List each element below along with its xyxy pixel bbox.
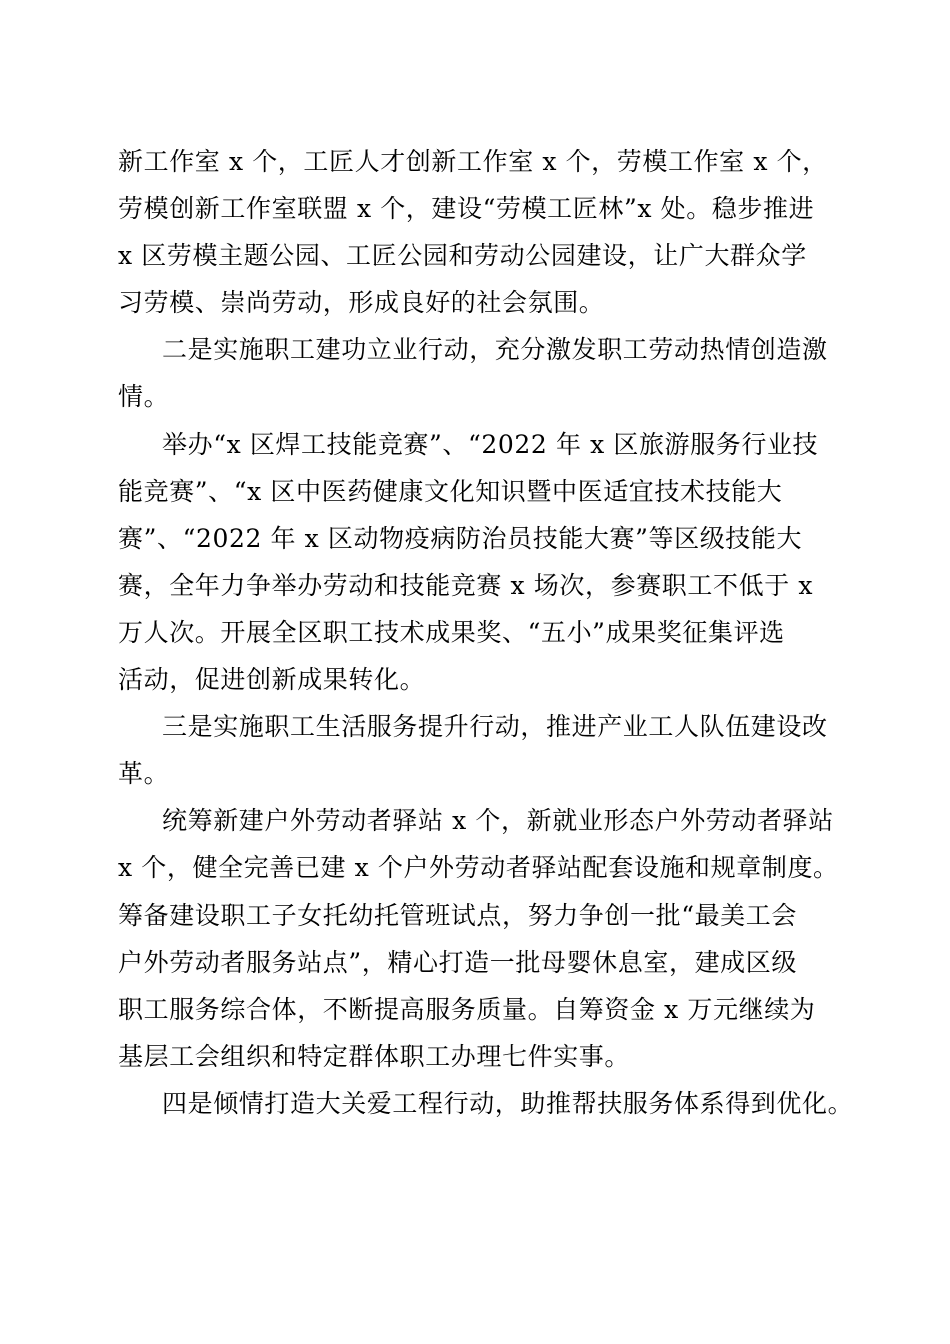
text-line: x 个，健全完善已建 x 个户外劳动者驿站配套设施和规章制度。	[118, 853, 839, 883]
paragraph-body-1	[118, 138, 838, 326]
text-line: 职工服务综合体，不断提高服务质量。自筹资金 x 万元继续为	[118, 994, 816, 1024]
text-line: 统筹新建户外劳动者驿站 x 个，新就业形态户外劳动者驿站	[162, 806, 834, 836]
text-line: 户外劳动者服务站点”，精心打造一批母婴休息室，建成区级	[118, 947, 797, 977]
text-line: 劳模创新工作室联盟 x 个，建设“劳模工匠林”x 处。稳步推进	[118, 194, 815, 224]
paragraph-body-2	[118, 421, 838, 704]
text-line: 习劳模、崇尚劳动，形成良好的社会氛围。	[118, 288, 605, 318]
document-body	[118, 138, 854, 1127]
heading-line: 三是实施职工生活服务提升行动，推进产业工人队伍建设改	[162, 712, 828, 742]
heading-line: 二是实施职工建功立业行动，充分激发职工劳动热情创造激	[162, 335, 828, 365]
section-heading-2	[118, 326, 838, 420]
heading-line: 四是倾情打造大关爱工程行动，助推帮扶服务体系得到优化。	[162, 1088, 854, 1118]
text-line: 活动，促进创新成果转化。	[118, 665, 426, 695]
text-line: 筹备建设职工子女托幼托管班试点，努力争创一批“最美工会	[118, 900, 797, 930]
text-line: 新工作室 x 个，工匠人才创新工作室 x 个，劳模工作室 x 个，	[118, 147, 828, 176]
heading-line: 情。	[118, 382, 170, 412]
text-line: 能竞赛”、“x 区中医药健康文化知识暨中医适宜技术技能大	[118, 476, 783, 506]
text-line: 基层工会组织和特定群体职工办理七件实事。	[118, 1041, 631, 1071]
paragraph-body-3	[118, 797, 838, 1080]
section-heading-4	[118, 1080, 854, 1127]
text-line: 万人次。开展全区职工技术成果奖、“五小”成果奖征集评选	[118, 617, 785, 647]
heading-line: 革。	[118, 759, 170, 789]
text-line: 举办“x 区焊工技能竞赛”、“2022 年 x 区旅游服务行业技	[162, 429, 819, 459]
text-line: 赛”、“2022 年 x 区动物疫病防治员技能大赛”等区级技能大	[118, 523, 803, 553]
text-line: x 区劳模主题公园、工匠公园和劳动公园建设，让广大群众学	[118, 241, 807, 271]
section-heading-3	[118, 703, 838, 797]
text-line: 赛，全年力争举办劳动和技能竞赛 x 场次，参赛职工不低于 x	[118, 570, 814, 600]
